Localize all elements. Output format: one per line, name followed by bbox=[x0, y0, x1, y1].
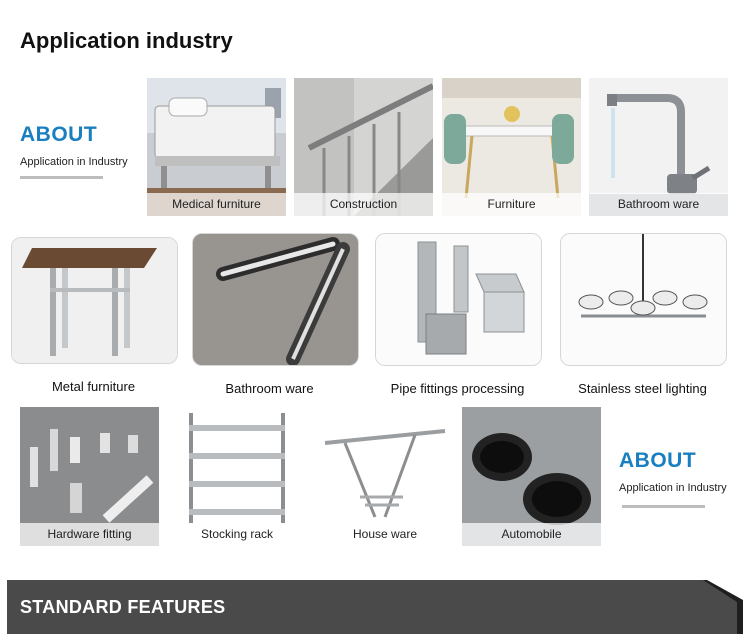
tile-caption: Bathroom ware bbox=[589, 193, 728, 216]
industry-tile-automobile[interactable] bbox=[462, 407, 601, 546]
standard-features-banner bbox=[7, 580, 743, 634]
industry-tile-medical-furniture[interactable] bbox=[147, 78, 286, 216]
tile-caption: Furniture bbox=[442, 193, 581, 216]
industry-tile-house-ware[interactable] bbox=[315, 407, 455, 546]
industry-tile-metal-furniture[interactable] bbox=[11, 237, 178, 364]
industry-tile-furniture[interactable] bbox=[442, 78, 581, 216]
page-title: Application industry bbox=[20, 28, 233, 53]
industry-tile-construction[interactable] bbox=[294, 78, 433, 216]
tile-label: Bathroom ware bbox=[225, 381, 314, 396]
about-heading: ABOUT bbox=[20, 123, 98, 146]
industry-tile-stocking-rack[interactable] bbox=[167, 407, 307, 546]
tile-label: Pipe fittings processing bbox=[390, 381, 525, 396]
about-subtitle: Application in Industry bbox=[20, 156, 128, 168]
tile-label: Stainless steel lighting bbox=[578, 381, 707, 396]
tile-caption: Hardware fitting bbox=[20, 523, 159, 546]
pipe-fittings-image bbox=[376, 234, 541, 365]
tile-caption: Medical furniture bbox=[147, 193, 286, 216]
tile-label: Metal furniture bbox=[51, 379, 136, 394]
industry-tile-hardware-fitting[interactable] bbox=[20, 407, 159, 546]
tile-caption: House ware bbox=[315, 523, 455, 546]
tile-caption: Stocking rack bbox=[167, 523, 307, 546]
industry-tile-pipe-fittings[interactable] bbox=[375, 233, 542, 366]
about-heading: ABOUT bbox=[619, 449, 697, 472]
tile-caption: Construction bbox=[294, 193, 433, 216]
about-underline bbox=[20, 176, 103, 179]
towel-rail-image bbox=[193, 234, 358, 365]
about-underline bbox=[622, 505, 705, 508]
industry-tile-bathroom-ware-2[interactable] bbox=[192, 233, 359, 366]
about-subtitle: Application in Industry bbox=[619, 482, 727, 494]
tile-caption: Automobile bbox=[462, 523, 601, 546]
chandelier-image bbox=[561, 234, 726, 365]
section-title: STANDARD FEATURES bbox=[20, 597, 226, 617]
metal-table-image bbox=[12, 238, 177, 363]
industry-tile-lighting[interactable] bbox=[560, 233, 727, 366]
industry-tile-bathroom-ware[interactable] bbox=[589, 78, 728, 216]
